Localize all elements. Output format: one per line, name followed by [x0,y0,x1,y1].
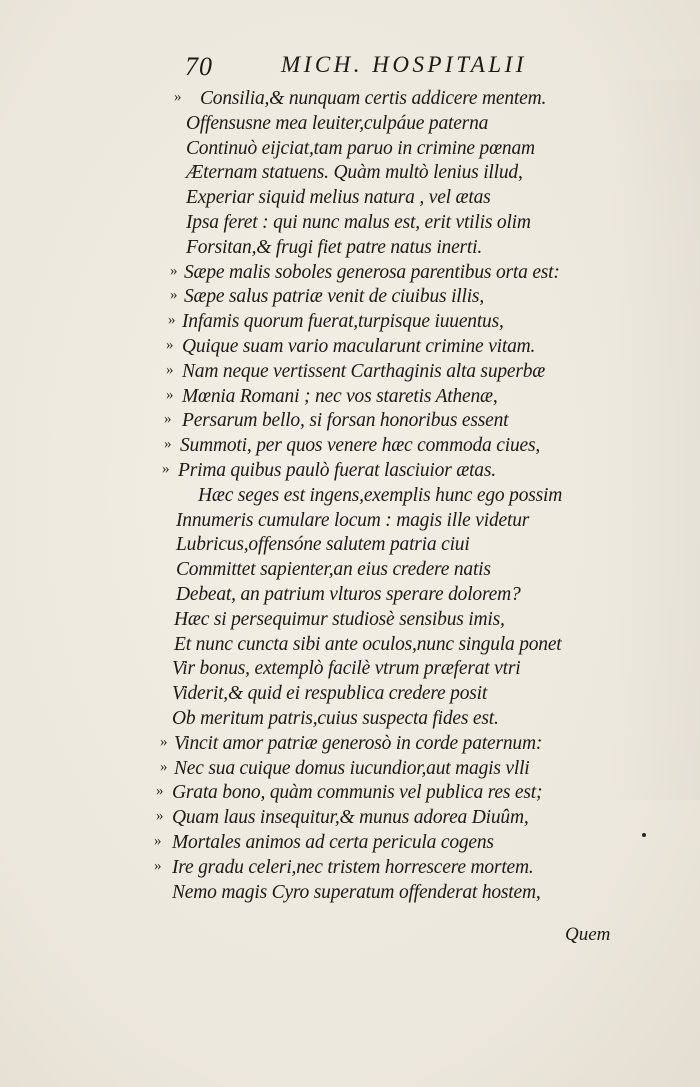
verse-line [0,334,700,360]
sententia-mark: » [156,783,164,800]
verse-line [0,483,700,509]
running-head: MICH. HOSPITALII [281,52,527,77]
verse-text: Grata bono, quàm communis vel publica res est; [172,782,543,804]
sententia-mark: » [170,262,178,279]
verse-line [0,557,700,583]
verse-text: Hæc si persequimur studiosè sensibus imis, [174,608,505,630]
verse-line [0,160,700,186]
verse-text: Æternam statuens. Quàm multò lenius illud, [186,162,523,184]
page-header [185,50,565,84]
sententia-mark: » [162,461,170,477]
verse-line [0,309,700,335]
verse-line [0,582,700,608]
verse-text: Vir bonus, extemplò facilè vtrum præferat vtri [172,658,521,680]
verse-text: Mortales animos ad certa pericula cogens [172,832,494,853]
verse-line [0,408,700,434]
verse-line [0,185,700,211]
verse-text: Sæpe malis soboles generosa parentibus orta est: [184,261,560,283]
verse-line [0,284,700,310]
sententia-mark: » [164,411,172,428]
verse-line [0,384,700,410]
verse-text: Committet sapienter,an eius credere natis [176,559,491,581]
verse-line [0,780,700,806]
verse-line [0,508,700,534]
verse-line [0,433,700,459]
verse-line [0,681,700,707]
verse-line [0,210,700,236]
verse-line [0,855,700,881]
verse-line [0,632,700,658]
verse-line [0,880,700,906]
verse-line [0,260,700,286]
sententia-mark: » [170,287,178,304]
verse-line [0,805,700,831]
verse-text: Vincit amor patriæ generosò in corde paternum: [174,732,543,754]
verse-text: Continuò eijciat,tam paruo in crimine pœnam [186,137,535,159]
verse-text: Nec sua cuique domus iucundior,aut magis vlli [174,757,530,779]
verse-line [0,532,700,558]
sententia-mark: » [160,758,168,775]
verse-text: Infamis quorum fuerat,turpisque iuuentus, [182,311,504,333]
verse-text: Quam laus insequitur,& munus adorea Diuûm, [172,807,529,829]
sententia-mark: » [156,808,164,825]
verse-text: Consilia,& nunquam certis addicere mentem. [200,88,547,109]
verse-text: Prima quibus paulò fuerat lasciuior ætas. [178,460,496,481]
verse-text: Nam neque vertissent Carthaginis alta superbæ [182,360,546,382]
sententia-mark: » [154,833,162,849]
catchword: Quem [565,924,611,945]
verse-text: Hæc seges est ingens,exemplis hunc ego possim [198,484,563,506]
verse-line [0,830,700,856]
verse-line [0,136,700,162]
verse-text: Ire gradu celeri,nec tristem horrescere mortem. [172,856,534,878]
sententia-mark: » [164,436,172,453]
verse-text: Ob meritum patris,cuius suspecta fides est. [172,708,499,729]
page-number: 70 [185,52,213,81]
verse-text: Viderit,& quid ei respublica credere posit [172,683,488,705]
sententia-mark: » [166,337,174,353]
verse-line [0,359,700,385]
ink-speck [642,833,646,837]
sententia-mark: » [166,361,174,378]
verse-text: Debeat, an patrium vlturos sperare dolorem? [176,584,521,605]
verse-text: Lubricus,offensóne salutem patria ciui [176,534,470,556]
sententia-mark: » [154,857,162,874]
verse-line [0,756,700,782]
sententia-mark: » [160,733,168,750]
verse-text: Sæpe salus patriæ venit de ciuibus illis, [184,286,485,308]
verse-text: Offensusne mea leuiter,culpáue paterna [186,112,489,134]
verse-line [0,656,700,682]
verse-text: Mœnia Romani ; nec vos staretis Athenæ, [182,385,498,407]
verse-line [0,111,700,137]
sententia-mark: » [174,89,182,105]
verse-line [0,706,700,732]
verse-text: Persarum bello, si forsan honoribus essent [182,410,509,432]
sententia-mark: » [168,312,176,329]
sententia-mark: » [166,386,174,403]
verse-text: Et nunc cuncta sibi ante oculos,nunc singula ponet [174,633,562,655]
verse-text: Ipsa feret : qui nunc malus est, erit vtilis olim [186,212,531,233]
verse-text: Forsitan,& frugi fiet patre natus inerti. [186,236,483,258]
verse-text: Innumeris cumulare locum : magis ille videtur [176,509,530,531]
verse-text: Experiar siquid melius natura , vel ætas [186,187,491,209]
verse-line [0,458,700,484]
verse-text: Summoti, per quos venere hæc commoda ciues, [180,435,541,457]
verse-line [0,86,700,112]
verse-line [0,731,700,757]
verse-text: Nemo magis Cyro superatum offenderat hostem, [172,881,541,903]
verse-text: Quique suam vario macularunt crimine vitam. [182,336,536,357]
verse-line [0,235,700,261]
verse-line [0,607,700,633]
